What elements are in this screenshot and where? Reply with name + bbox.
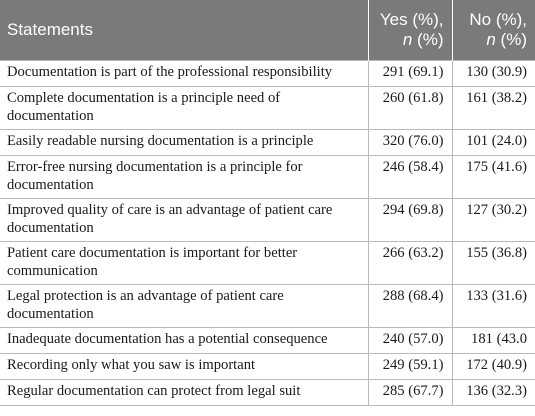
yes-cell: 285 (67.7) xyxy=(368,380,452,406)
table-row xyxy=(0,380,535,406)
statement-cell: Error-free nursing documentation is a principle for documentation xyxy=(0,156,368,199)
no-cell: 136 (32.3) xyxy=(452,380,535,406)
table-row xyxy=(0,328,535,354)
yes-cell: 246 (58.4) xyxy=(368,156,452,199)
no-cell: 101 (24.0) xyxy=(452,130,535,156)
no-header-n: n xyxy=(486,30,496,49)
statement-cell: Inadequate documentation has a potential consequence xyxy=(0,328,368,354)
yes-header-line2 xyxy=(377,30,444,50)
table-row xyxy=(0,156,535,199)
yes-cell: 320 (76.0) xyxy=(368,130,452,156)
no-cell: 181 (43.0 xyxy=(452,328,535,354)
yes-cell: 249 (59.1) xyxy=(368,354,452,380)
no-cell: 133 (31.6) xyxy=(452,285,535,328)
yes-header-n: n xyxy=(402,30,413,49)
statement-cell: Regular documentation can protect from legal suit xyxy=(0,380,368,406)
table-body xyxy=(0,61,535,406)
yes-header-line1: Yes (%), xyxy=(379,10,444,29)
table-row xyxy=(0,285,535,328)
table-row xyxy=(0,130,535,156)
no-cell: 172 (40.9) xyxy=(452,354,535,380)
table-header xyxy=(0,0,535,61)
yes-header-rest: (%) xyxy=(412,30,444,49)
statement-cell: Recording only what you saw is important xyxy=(0,354,368,380)
statement-cell: Improved quality of care is an advantage of patient care documentation xyxy=(0,199,368,242)
no-header-line2 xyxy=(461,30,528,50)
yes-cell: 294 (69.8) xyxy=(368,199,452,242)
yes-cell: 291 (69.1) xyxy=(368,61,452,87)
table-row xyxy=(0,61,535,87)
no-header-rest: (%) xyxy=(495,30,527,49)
no-column-header xyxy=(452,0,535,61)
table-row xyxy=(0,87,535,130)
statement-cell: Patient care documentation is important for better communication xyxy=(0,242,368,285)
statements-column-header: Statements xyxy=(0,0,368,61)
table-row xyxy=(0,242,535,285)
statement-cell: Legal protection is an advantage of patient care documentation xyxy=(0,285,368,328)
no-cell: 161 (38.2) xyxy=(452,87,535,130)
yes-cell: 288 (68.4) xyxy=(368,285,452,328)
yes-cell: 240 (57.0) xyxy=(368,328,452,354)
no-cell: 175 (41.6) xyxy=(452,156,535,199)
no-cell: 127 (30.2) xyxy=(452,199,535,242)
no-header-line1: No (%), xyxy=(469,10,527,29)
statement-cell: Complete documentation is a principle need of documentation xyxy=(0,87,368,130)
table-row xyxy=(0,199,535,242)
yes-column-header xyxy=(368,0,452,61)
statement-cell: Easily readable nursing documentation is a principle xyxy=(0,130,368,156)
yes-cell: 266 (63.2) xyxy=(368,242,452,285)
yes-cell: 260 (61.8) xyxy=(368,87,452,130)
statement-cell: Documentation is part of the professional responsibility xyxy=(0,61,368,87)
header-row xyxy=(0,0,535,61)
no-cell: 155 (36.8) xyxy=(452,242,535,285)
no-cell: 130 (30.9) xyxy=(452,61,535,87)
table-row xyxy=(0,354,535,380)
